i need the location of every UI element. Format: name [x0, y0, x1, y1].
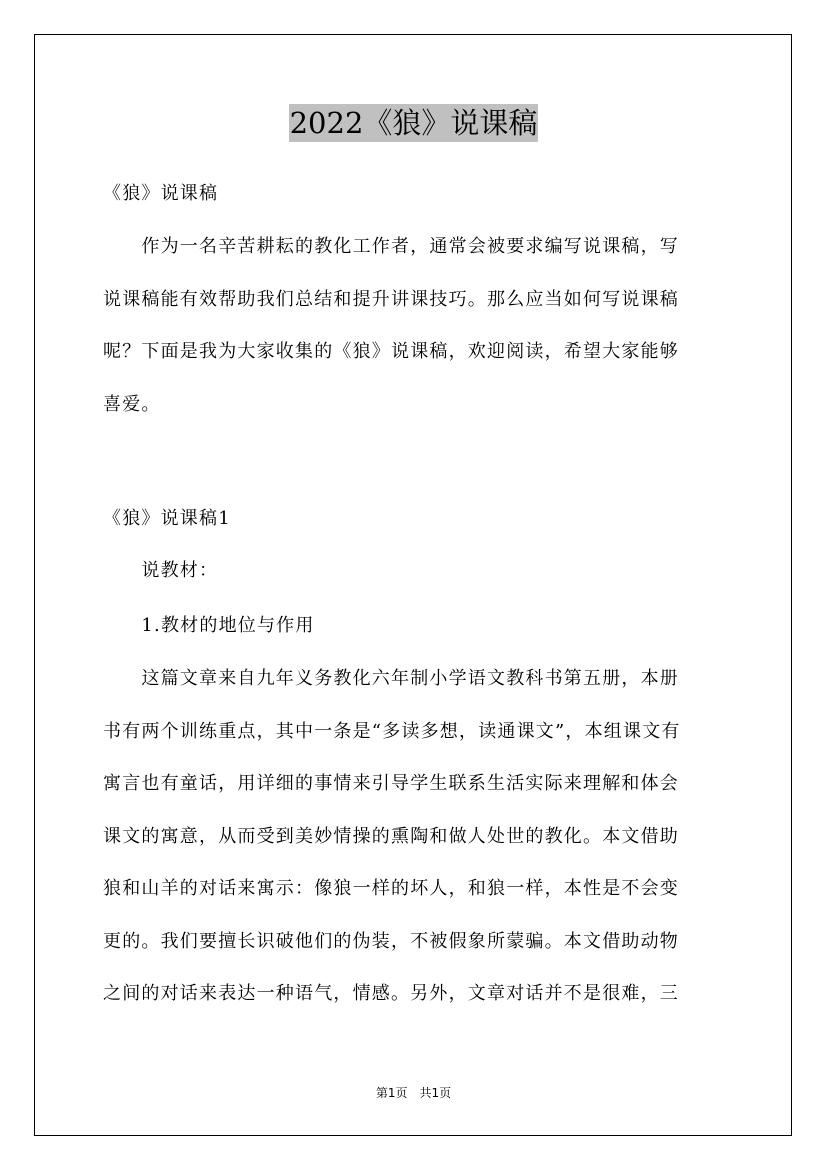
subtitle	[103, 168, 726, 221]
section-heading	[103, 493, 726, 546]
sub-heading-position-role	[103, 600, 726, 653]
body-line: 狼和山羊的对话来寓示：像狼一样的坏人，和狼一样，本性是不会变	[103, 878, 679, 899]
intro-line: 呢？下面是我为大家收集的《狼》说课稿，欢迎阅读，希望大家能够	[103, 341, 679, 362]
page-number: 第1页 共1页	[375, 1086, 452, 1100]
sub-heading-text: 1.教材的地位与作用	[103, 615, 315, 636]
intro-line: 说课稿能有效帮助我们总结和提升讲课技巧。那么应当如何写说课稿	[103, 288, 679, 310]
intro-paragraph	[103, 221, 726, 431]
body-line: 之间的对话来表达一种语气，情感。另外，文章对话并不是很难，三	[103, 983, 679, 1004]
sub-heading-teaching-material	[103, 545, 726, 598]
section-heading-text: 《狼》说课稿1	[103, 508, 231, 529]
sub-heading-text: 说教材：	[103, 560, 219, 581]
body-line: 课文的寓意，从而受到美妙情操的熏陶和做人处世的教化。本文借助	[103, 825, 679, 847]
body-paragraph	[103, 653, 726, 1021]
intro-line: 喜爱。	[103, 393, 161, 415]
body-line: 更的。我们要擅长识破他们的伪装，不被假象所蒙骗。本文借助动物	[103, 930, 679, 952]
document-title	[0, 104, 827, 142]
page-footer	[0, 1084, 827, 1101]
intro-line: 作为一名辛苦耕耘的教化工作者，通常会被要求编写说课稿，写	[103, 236, 679, 257]
subtitle-text: 《狼》说课稿	[103, 183, 219, 204]
document-title-text: 2022《狼》说课稿	[289, 106, 538, 140]
body-line: 书有两个训练重点，其中一条是“多读多想，读通课文”，本组课文有	[103, 720, 681, 742]
body-line: 寓言也有童话，用详细的事情来引导学生联系生活实际来理解和体会	[103, 773, 679, 794]
body-line: 这篇文章来自九年义务教化六年制小学语文教科书第五册，本册	[103, 668, 679, 689]
